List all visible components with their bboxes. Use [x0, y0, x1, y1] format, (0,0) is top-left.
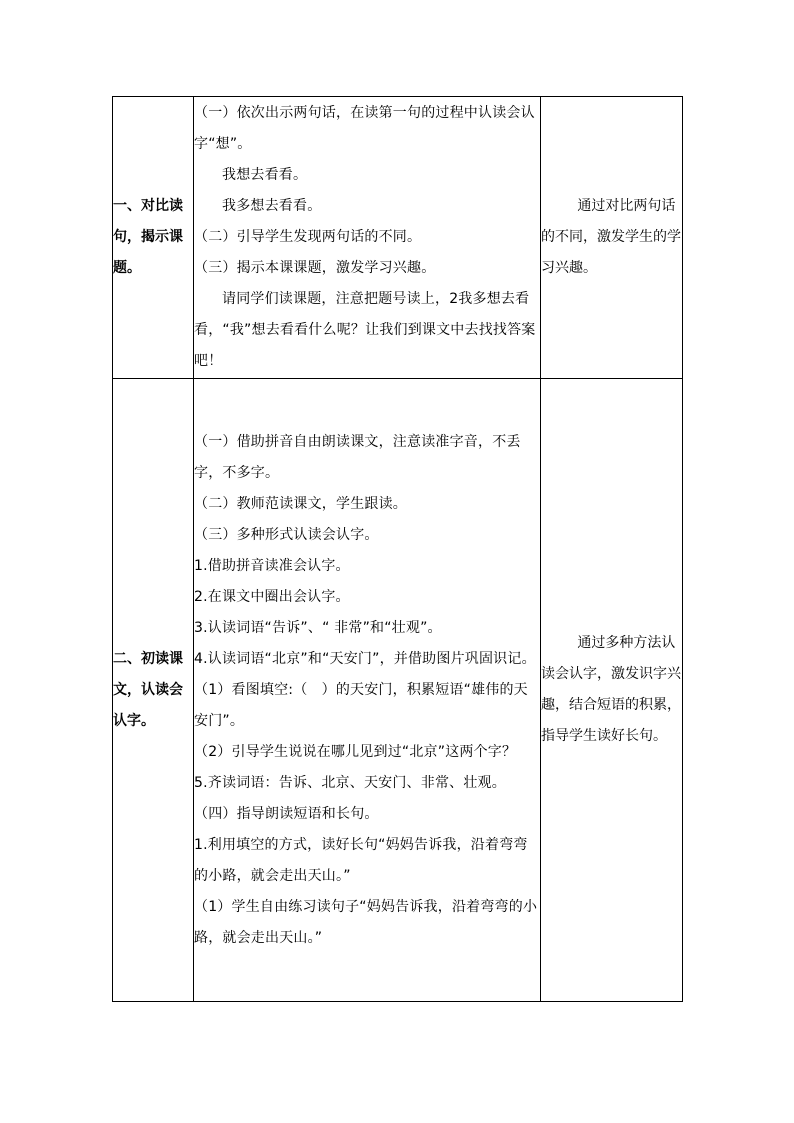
- content-line: 2.在课文中圈出会认字。: [194, 588, 350, 605]
- content-line: 我多想去看看。: [222, 198, 322, 214]
- stage-label: 一、对比读句，揭示课题。: [113, 198, 183, 276]
- content-line: 我想去看看。: [222, 167, 308, 183]
- content-line: 1.借助拼音读准会认字。: [194, 557, 350, 574]
- content-line: （三）揭示本课课题，激发学习兴趣。: [194, 260, 436, 276]
- content-line: （四）指导朗读短语和长句。: [194, 805, 379, 822]
- content-line: 1.利用填空的方式，读好长句“妈妈告诉我，沿着弯弯的小路，就会走出天山。”: [194, 836, 528, 884]
- purpose-cell: [541, 379, 683, 1002]
- purpose-cell: [541, 97, 683, 379]
- content-line: （1）学生自由练习读句子“妈妈告诉我，沿着弯弯的小路，就会走出天山。”: [194, 898, 538, 946]
- content-line: （三）多种形式认读会认字。: [194, 526, 379, 543]
- stage-cell: [113, 379, 194, 1002]
- table-row: [113, 97, 683, 379]
- table-row: [113, 379, 683, 1002]
- content-line: 3.认读词语“告诉”、“ 非常”和“壮观”。: [194, 619, 442, 636]
- content-cell: [194, 379, 541, 1002]
- purpose-text: 通过对比两句话的不同，激发学生的学习兴趣。: [541, 198, 681, 276]
- content-cell: [194, 97, 541, 379]
- stage-cell: [113, 97, 194, 379]
- content-line: （1）看图填空:（ ）的天安门，积累短语“雄伟的天安门”。: [194, 681, 528, 729]
- content-line: （一）依次出示两句话，在读第一句的过程中认读会认字“想”。: [194, 105, 535, 152]
- content-line: 4.认读词语“北京”和“天安门”，并借助图片巩固识记。: [194, 650, 536, 667]
- content-line: （2）引导学生说说在哪儿见到过“北京”这两个字？: [194, 743, 517, 760]
- content-line: 请同学们读课题，注意把题号读上，2我多想去看看，“我”想去看看什么呢？让我们到课文中去找找答案吧！: [194, 291, 536, 369]
- lesson-plan-table: [112, 96, 683, 1002]
- purpose-text: 通过多种方法认读会认字，激发识字兴趣，结合短语的积累，指导学生读好长句。: [541, 635, 681, 744]
- content-line: （一）借助拼音自由朗读课文，注意读准字音，不丢字，不多字。: [194, 433, 521, 481]
- stage-label: 二、初读课文，认读会认字。: [113, 650, 183, 729]
- content-line: （二）教师范读课文，学生跟读。: [194, 495, 407, 512]
- content-line: 5.齐读词语：告诉、北京、天安门、非常、壮观。: [194, 774, 506, 791]
- content-line: （二）引导学生发现两句话的不同。: [194, 229, 422, 245]
